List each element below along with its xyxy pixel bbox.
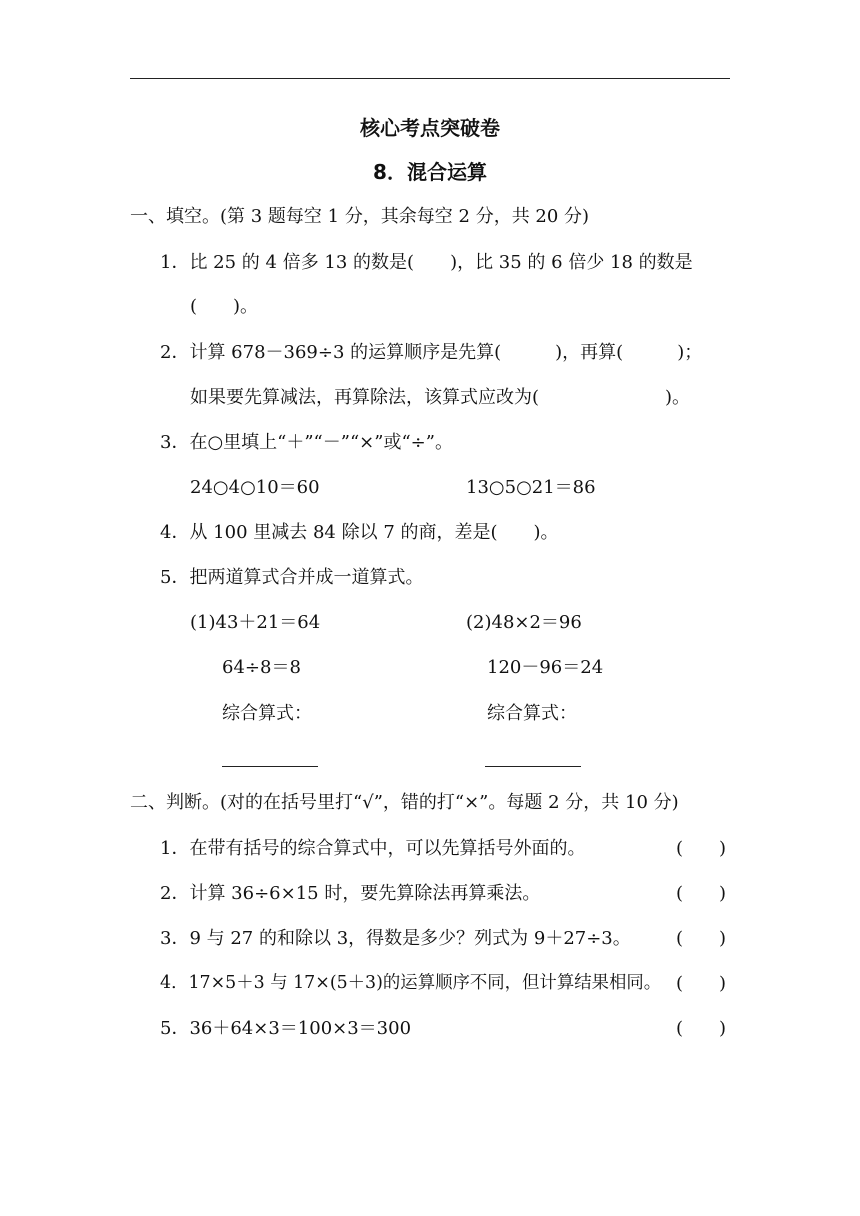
- q3: 3．在○里填上“＋”“－”“×”或“÷”。: [160, 432, 453, 453]
- q5-part2-line2: 120－96＝24: [487, 657, 604, 678]
- page-title: 核心考点突破卷: [360, 116, 500, 140]
- judge-paren-4[interactable]: ( ): [676, 973, 727, 994]
- q3-equation-2: 13○5○21＝86: [466, 477, 596, 498]
- q5-part1-combined-label: 综合算式：: [222, 703, 312, 724]
- judge-item-4: 4．17×5＋3 与 17×(5＋3)的运算顺序不同，但计算结果相同。: [160, 973, 662, 993]
- q5-part1-line1: (1)43＋21＝64: [190, 612, 321, 633]
- judge-paren-3[interactable]: ( ): [676, 928, 727, 949]
- section2-heading: 二、判断。(对的在括号里打“√”，错的打“×”。每题 2 分，共 10 分): [130, 792, 679, 813]
- q3-equation-1: 24○4○10＝60: [190, 477, 320, 498]
- judge-paren-1[interactable]: ( ): [676, 838, 727, 859]
- q4: 4．从 100 里减去 84 除以 7 的商，差是( )。: [160, 522, 559, 543]
- judge-item-3: 3．9 与 27 的和除以 3，得数是多少？列式为 9＋27÷3。: [160, 928, 631, 949]
- judge-paren-5[interactable]: ( ): [676, 1018, 727, 1039]
- judge-item-2: 2．计算 36÷6×15 时，要先算除法再算乘法。: [160, 883, 541, 904]
- q1-line1: 1．比 25 的 4 倍多 13 的数是( )，比 35 的 6 倍少 18 的数是: [160, 252, 693, 273]
- q5: 5．把两道算式合并成一道算式。: [160, 567, 424, 588]
- q5-part2-combined-label: 综合算式：: [487, 703, 577, 724]
- judge-item-1: 1．在带有括号的综合算式中，可以先算括号外面的。: [160, 838, 586, 859]
- q2-line1: 2．计算 678－369÷3 的运算顺序是先算( )，再算( )；: [160, 342, 703, 363]
- q5-part2-answer-line[interactable]: [485, 766, 581, 767]
- section1-heading: 一、填空。(第 3 题每空 1 分，其余每空 2 分，共 20 分): [130, 206, 590, 227]
- page-subtitle: 8．混合运算: [373, 160, 487, 184]
- judge-item-5: 5．36＋64×3＝100×3＝300: [160, 1018, 412, 1039]
- q5-part1-answer-line[interactable]: [222, 766, 318, 767]
- q5-part1-line2: 64÷8＝8: [222, 657, 301, 678]
- header-rule: [130, 78, 730, 79]
- q1-line2: ( )。: [190, 296, 259, 317]
- q5-part2-line1: (2)48×2＝96: [466, 612, 582, 633]
- q2-line2: 如果要先算减法，再算除法，该算式应改为( )。: [190, 387, 691, 408]
- judge-paren-2[interactable]: ( ): [676, 883, 727, 904]
